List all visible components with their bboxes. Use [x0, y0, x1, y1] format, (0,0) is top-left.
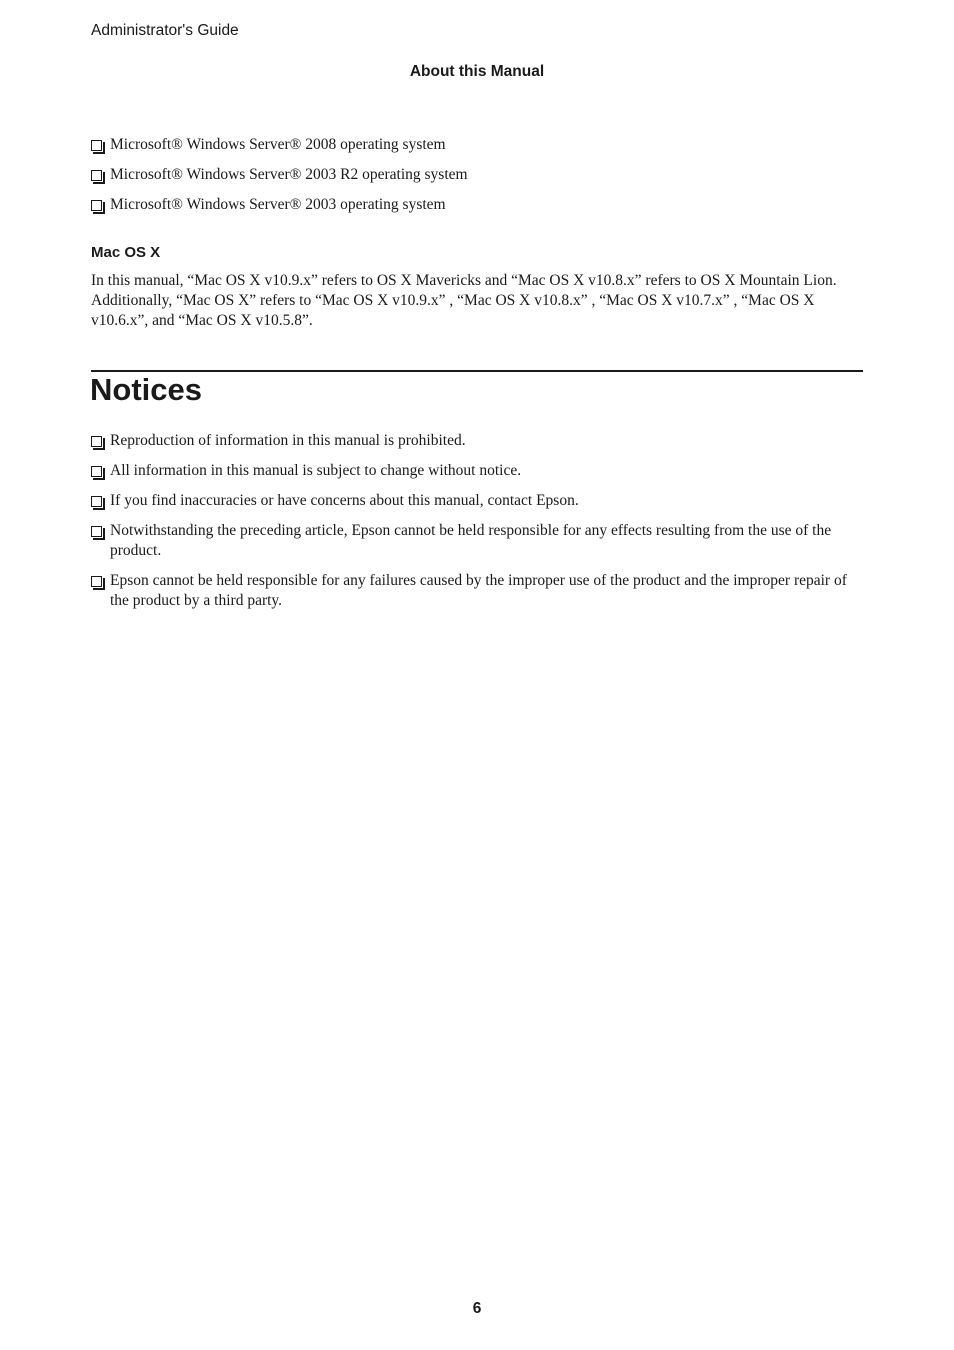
list-item	[91, 521, 863, 561]
checkbox-bullet-icon	[91, 526, 102, 537]
list-item	[91, 571, 863, 611]
notices-list	[91, 431, 863, 611]
checkbox-bullet-icon	[91, 436, 102, 447]
list-item-text: If you find inaccuracies or have concerns about this manual, contact Epson.	[110, 492, 579, 509]
checkbox-bullet-icon	[91, 576, 102, 587]
checkbox-bullet-icon	[91, 496, 102, 507]
list-item	[91, 195, 863, 215]
list-item	[91, 461, 863, 481]
checkbox-bullet-icon	[91, 140, 102, 151]
section-title: About this Manual	[409, 63, 545, 80]
list-item	[91, 491, 863, 511]
list-item-text: Microsoft® Windows Server® 2008 operating system	[110, 136, 446, 153]
page-number: 6	[472, 1300, 482, 1317]
checkbox-bullet-icon	[91, 200, 102, 211]
list-item-text: Microsoft® Windows Server® 2003 R2 operating system	[110, 166, 468, 183]
mac-os-heading: Mac OS X	[91, 244, 161, 261]
checkbox-bullet-icon	[91, 170, 102, 181]
section-divider	[91, 370, 863, 372]
list-item-text: All information in this manual is subject to change without notice.	[110, 462, 522, 479]
list-item-text: Reproduction of information in this manual is prohibited.	[110, 432, 466, 449]
list-item	[91, 135, 863, 155]
list-item-text: Epson cannot be held responsible for any failures caused by the improper use of the product and the improper repair of the product by a third party.	[110, 572, 847, 609]
windows-os-list	[91, 135, 863, 215]
notices-heading: Notices	[90, 372, 202, 407]
mac-os-paragraph: In this manual, “Mac OS X v10.9.x” refers to OS X Mavericks and “Mac OS X v10.8.x” refers to OS X Mountain Lion. Additionally, “Mac OS X” refers to “Mac OS X v10.9.x” , “Mac OS X v10.8.x” , “Mac OS X v10.7.x” , “Mac OS X v10.6.x”, and “Mac OS X v10.5.8”.	[91, 272, 837, 329]
list-item-text: Notwithstanding the preceding article, Epson cannot be held responsible for any effects resulting from the use of the product.	[110, 522, 832, 559]
checkbox-bullet-icon	[91, 466, 102, 477]
guide-title: Administrator's Guide	[91, 22, 239, 39]
list-item	[91, 431, 863, 451]
list-item	[91, 165, 863, 185]
list-item-text: Microsoft® Windows Server® 2003 operating system	[110, 196, 446, 213]
